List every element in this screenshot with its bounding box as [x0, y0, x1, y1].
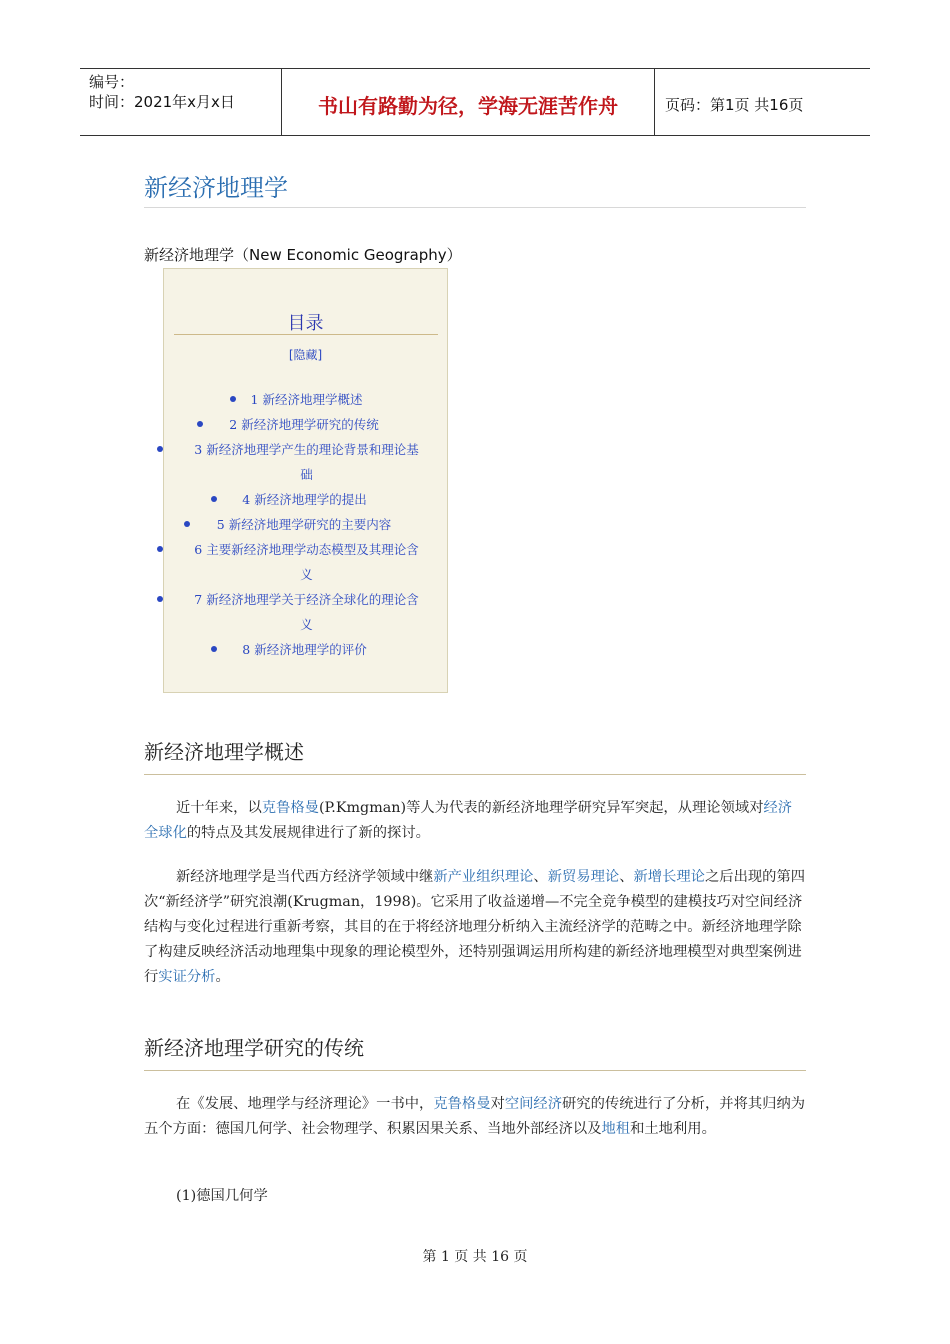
text: 之后出现的第四次“新经济学”研究浪潮(Krugman，1998)。它采用了收益递增—不完全竞争模型的建模技巧对空间经济结构与变化过程进行重新考察，其目的在于将经济地理分析纳入主流经济学的范畴之中。新经济地理学除了构建反映经济活动地理集中现象的理论模型外，还特别强调运用所构建的新经济地理模型对典型案例进行: [144, 869, 806, 985]
toc-item-7-cont[interactable]: 义: [300, 617, 313, 632]
text: 在《发展、地理学与经济理论》一书中，: [176, 1096, 434, 1112]
link-krugman[interactable]: 克鲁格曼: [433, 1096, 491, 1112]
text: 新经济地理学是当代西方经济学领域中继: [176, 869, 434, 885]
toc-item-6-cont[interactable]: 义: [300, 567, 313, 582]
page-subtitle: 新经济地理学（New Economic Geography）: [144, 246, 462, 264]
toc-item-3[interactable]: 3 新经济地理学产生的理论背景和理论基: [194, 442, 419, 457]
text: 、: [619, 869, 634, 885]
bullet-icon: [211, 646, 217, 652]
bullet-icon: [211, 496, 217, 502]
text: 近十年来，以: [176, 800, 262, 816]
bullet-icon: [197, 421, 203, 427]
number-label: 编号：: [89, 73, 135, 91]
page-footer: 第 1 页 共 16 页: [422, 1249, 528, 1265]
link-krugman[interactable]: 克鲁格曼: [261, 800, 319, 816]
text: 对: [490, 1096, 505, 1112]
text: (P.Kmgman)等人为代表的新经济地理学研究异军突起，从理论领域对: [318, 800, 764, 816]
toc-item-8[interactable]: 8 新经济地理学的评价: [242, 642, 367, 657]
paragraph: [144, 1092, 806, 1142]
text: 、: [533, 869, 548, 885]
link-economic-globalization[interactable]: 经济全球化: [144, 800, 793, 841]
toc-divider: [174, 334, 438, 335]
link-new-industrial-organization[interactable]: 新产业组织理论: [433, 869, 534, 885]
toc-item-2[interactable]: 2 新经济地理学研究的传统: [229, 417, 379, 432]
title-divider: [144, 207, 806, 208]
paragraph: [144, 796, 806, 846]
text: 的特点及其发展规律进行了新的探讨。: [186, 825, 430, 841]
toc-item-1[interactable]: 1 新经济地理学概述: [250, 392, 363, 407]
text: 。: [215, 969, 230, 985]
toc-item-5[interactable]: 5 新经济地理学研究的主要内容: [216, 517, 392, 532]
bullet-icon: [157, 546, 163, 552]
section-divider: [144, 774, 806, 775]
toc-title: 目录: [287, 313, 324, 334]
bullet-icon: [184, 521, 190, 527]
time-label: 时间：2021年x月x日: [89, 93, 235, 111]
header-motto: 书山有路勤为径，学海无涯苦作舟: [282, 69, 655, 135]
link-new-trade-theory[interactable]: 新贸易理论: [547, 869, 620, 885]
toc-hide-link[interactable]: [隐藏]: [288, 348, 323, 362]
section-heading-overview: 新经济地理学概述: [144, 740, 304, 764]
bullet-icon: [230, 396, 236, 402]
header-meta: [80, 69, 282, 135]
section-divider: [144, 1070, 806, 1071]
link-new-growth-theory[interactable]: 新增长理论: [633, 869, 705, 885]
text: 研究的传统进行了分析，并将其归纳为五个方面：德国几何学、社会物理学、积累因果关系、当地外部经济以及: [144, 1096, 806, 1137]
page-title: 新经济地理学: [144, 174, 288, 202]
link-spatial-economy[interactable]: 空间经济: [504, 1096, 563, 1112]
toc-item-7[interactable]: 7 新经济地理学关于经济全球化的理论含: [194, 592, 419, 607]
link-empirical-analysis[interactable]: 实证分析: [158, 969, 216, 985]
list-item: (1)德国几何学: [176, 1188, 268, 1204]
table-of-contents: [163, 268, 448, 693]
bullet-icon: [157, 596, 163, 602]
header-page-info: 页码：第1页 共16页: [665, 95, 804, 114]
paragraph: [144, 865, 806, 990]
toc-item-3-cont[interactable]: 础: [300, 467, 313, 482]
bullet-icon: [157, 446, 163, 452]
section-heading-tradition: 新经济地理学研究的传统: [144, 1036, 364, 1060]
toc-item-6[interactable]: 6 主要新经济地理学动态模型及其理论含: [194, 542, 419, 557]
link-land-rent[interactable]: 地租: [601, 1121, 631, 1137]
toc-item-4[interactable]: 4 新经济地理学的提出: [242, 492, 367, 507]
document-header: [80, 68, 870, 136]
text: 和土地利用。: [630, 1121, 716, 1137]
